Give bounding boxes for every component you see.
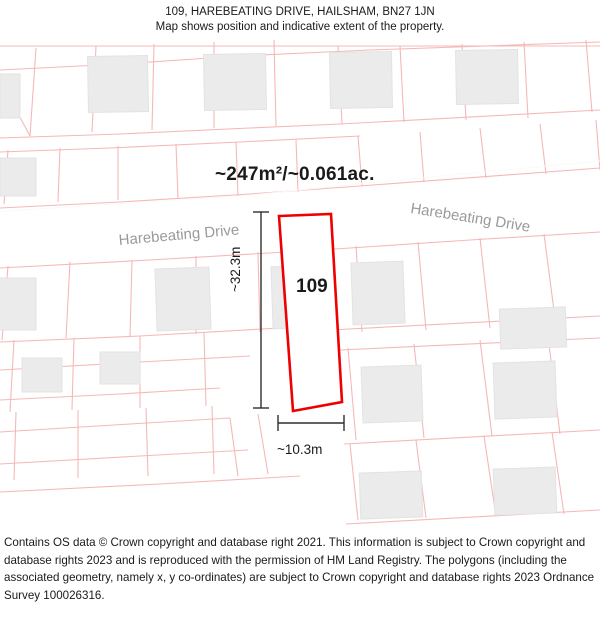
plot-area-label: ~247m²/~0.061ac. — [215, 164, 375, 185]
street-label-right: Harebeating Drive — [409, 200, 532, 236]
plot-number-label: 109 — [296, 276, 328, 297]
highlighted-plot[interactable] — [279, 214, 342, 411]
page-title: 109, HAREBEATING DRIVE, HAILSHAM, BN27 1JN — [165, 6, 435, 18]
dimension-vertical-label: ~32.3m — [228, 246, 243, 292]
copyright-notice: Contains OS data © Crown copyright and database right 2021. This information is subject to Crown copyright and database rights 2023 and is reproduced with the permission of HM Land Registry. The polygons (including the associated geometry, namely x, y co-ordinates) are subject to Crown copyright and database rights 2023 Ordnance Survey 100026316. — [4, 536, 595, 602]
street-label-left: Harebeating Drive — [118, 221, 240, 249]
map-canvas[interactable] — [0, 40, 600, 530]
map-header — [0, 0, 600, 40]
page-subtitle: Map shows position and indicative extent of the property. — [155, 21, 445, 33]
dimension-horizontal-label: ~10.3m — [277, 442, 323, 457]
